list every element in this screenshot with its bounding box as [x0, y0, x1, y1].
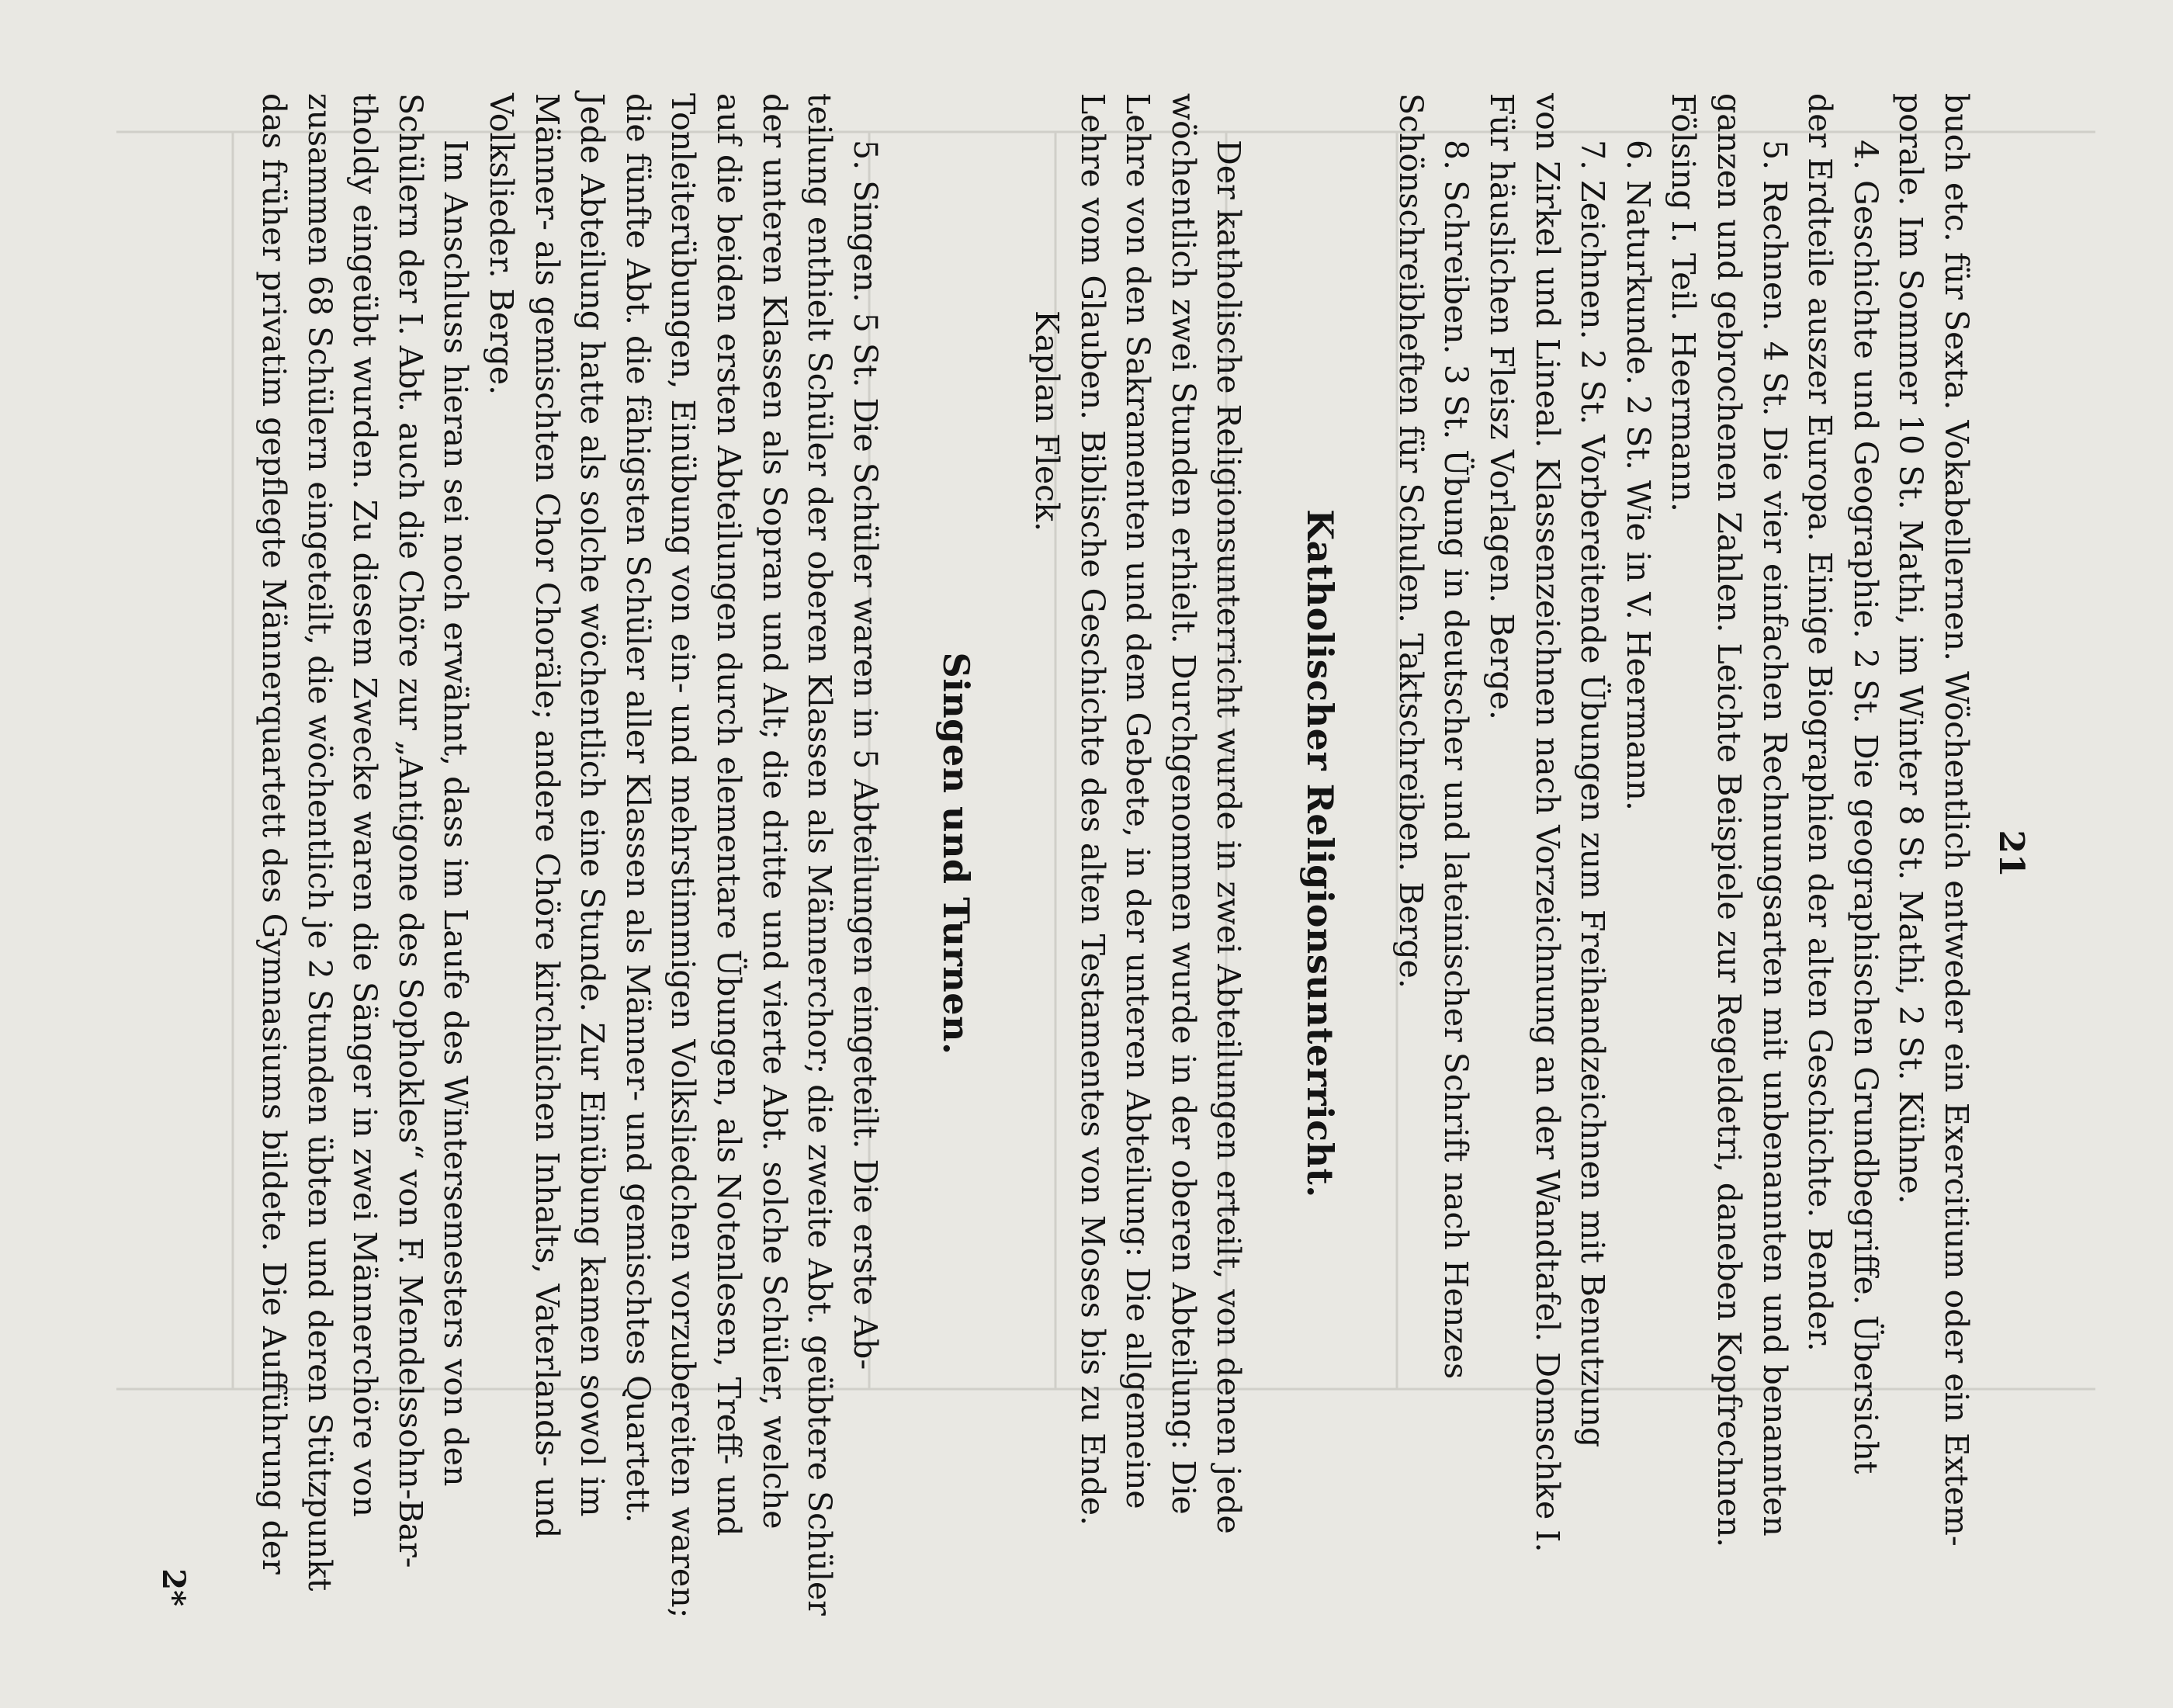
text-line: das früher privatim gepflegte Männerquartett des Gymnasiums bildete. Die Aufführung der	[255, 93, 293, 1575]
text-line: die fünfte Abt. die fähigsten Schüler aller Klassen als Männer- und gemischtes Quartett.	[619, 93, 657, 1523]
text-line: Männer- als gemischten Chor Choräle; andere Chöre kirchlichen Inhalts, Vaterlands- und	[528, 93, 566, 1539]
spacer	[1343, 93, 1388, 1614]
text-line: Lehre vom Glauben. Biblische Geschichte des alten Testamentes von Moses bis zu Ende.	[1073, 93, 1111, 1526]
section-heading: Singen und Turnen.	[934, 652, 977, 1055]
text-line: Volkslieder. Berge.	[483, 93, 520, 396]
text-line: buch etc. für Sexta. Vokabellernen. Wöchentlich entweder ein Exercitium oder ein Extem-	[1938, 93, 1975, 1547]
body-text	[251, 93, 1979, 1619]
text-line: zusammen 68 Schülern eingeteilt, die wöchentlich je 2 Stunden übten und deren Stützpunkt	[300, 93, 338, 1592]
text-line: 7. Zeichnen. 2 St. Vorbereitende Übungen zum Freihandzeichnen mit Benutzung	[1574, 140, 1612, 1448]
text-line: Fölsing I. Teil. Heermann.	[1665, 93, 1703, 512]
spacer	[979, 93, 1024, 1614]
text-line: der Erdteile auszer Europa. Einige Biographien der alten Geschichte. Bender.	[1801, 93, 1839, 1352]
section-heading: Katholischer Religionsunterricht.	[1298, 509, 1341, 1198]
text-line: Kaplan Fleck.	[1028, 310, 1066, 532]
text-line: ganzen und gebrochenen Zahlen. Leichte Beispiele zur Regeldetri, daneben Kopfrechnen.	[1710, 93, 1748, 1548]
text-line: teilung enthielt Schüler der oberen Klassen als Männerchor; die zweite Abt. geübtere Schüler	[801, 93, 839, 1616]
text-line: 5. Singen. 5 St. Die Schüler waren in 5 Abteilungen eingeteilt. Die erste Ab-	[846, 140, 884, 1370]
text-line: porale. Im Sommer 10 St. Mathi, im Winter 8 St. Mathi, 2 St. Kühne.	[1892, 93, 1930, 1204]
text-line: von Zirkel und Lineal. Klassenzeichnen nach Vorzeichnung an der Wandtafel. Domschke I.	[1528, 93, 1566, 1553]
text-line: Tonleiterübungen, Einübung von ein- und mehrstimmigen Volksliedchen vorzubereiten waren;	[664, 93, 702, 1619]
text-line: 8. Schreiben. 3 St. Übung in deutscher und lateinischer Schrift nach Henzes	[1437, 140, 1475, 1380]
text-line: Für häuslichen Fleisz Vorlagen. Berge.	[1483, 93, 1521, 720]
text-line: 6. Naturkunde. 2 St. Wie in V. Heermann.	[1619, 140, 1657, 811]
text-line: wöchentlich zwei Stunden erhielt. Durchgenommen wurde in der oberen Abteilung: Die	[1164, 93, 1202, 1515]
text-line: Der katholische Religionsunterricht wurde in zwei Abteilungen erteilt, von denen jede	[1210, 140, 1248, 1534]
text-line: der unteren Klassen als Sopran und Alt; die dritte und vierte Abt. solche Schüler, welche	[755, 93, 793, 1530]
text-line: 5. Rechnen. 4 St. Die vier einfachen Rechnungsarten mit unbenannten und benannten	[1755, 140, 1794, 1537]
text-line: Im Anschluss hieran sei noch erwähnt, dass im Laufe des Wintersemesters von den	[437, 140, 475, 1487]
text-line: tholdy eingeübt wurden. Zu diesem Zwecke waren die Sänger in zwei Männerchöre von	[346, 93, 384, 1517]
text-line: 4. Geschichte und Geographie. 2 St. Die geographischen Grundbegriffe. Übersicht	[1846, 140, 1884, 1474]
text-line: Schönschreibheften für Schulen. Taktschreiben. Berge.	[1391, 93, 1430, 989]
rotated-text-column	[140, 93, 2033, 1619]
text-line: Jede Abteilung hatte als solche wöchentlich eine Stunde. Zur Einübung kamen sowol im	[574, 93, 612, 1517]
text-line: Lehre von den Sakramenten und dem Gebete, in der unteren Abteilung: Die allgemeine	[1119, 93, 1157, 1509]
page-number: 21	[1991, 830, 2031, 878]
spacer	[1252, 93, 1298, 1614]
spacer	[888, 93, 934, 1614]
text-line: auf die beiden ersten Abteilungen durch elementare Übungen, als Notenlesen, Treff- und	[709, 93, 747, 1537]
text-line: Schülern der I. Abt. auch die Chöre zur „Antigone des Sophokles“ von F. Mendelssohn-Bar-	[391, 93, 429, 1568]
signature-mark: 2*	[155, 1568, 192, 1606]
